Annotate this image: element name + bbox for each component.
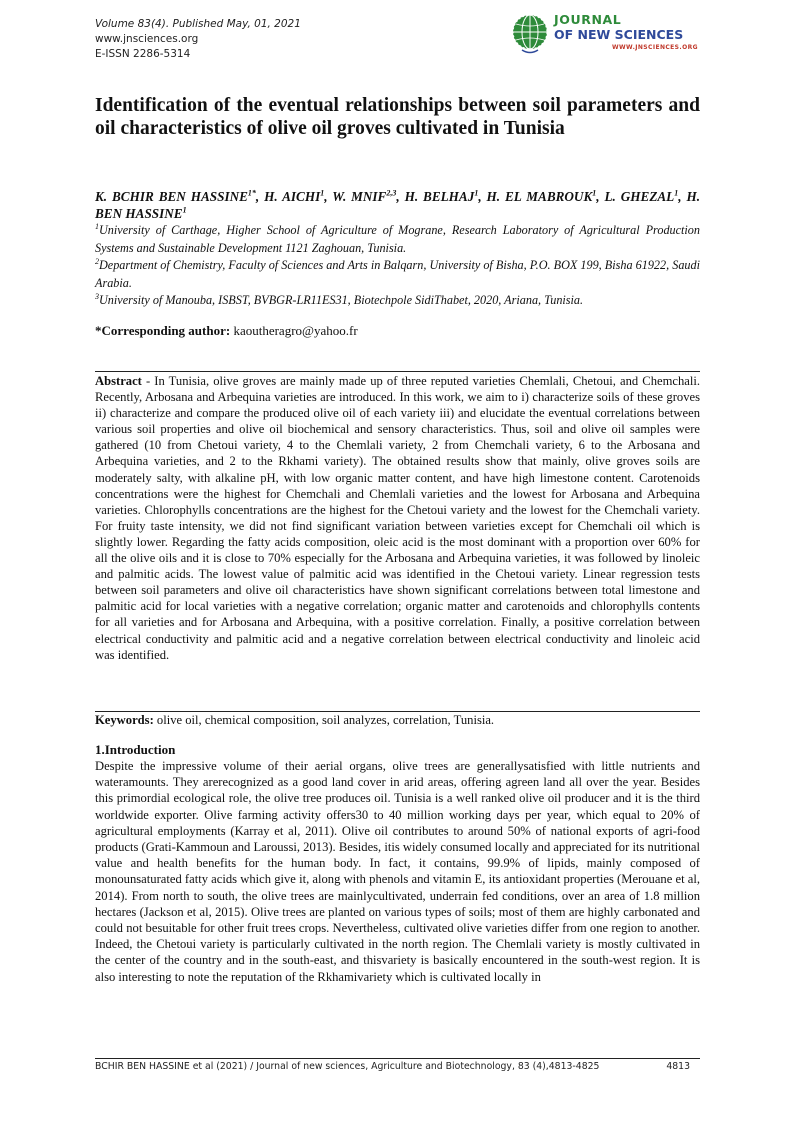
- author-name: L. GHEZAL: [604, 189, 675, 204]
- author-affiliation-marker: 2,3: [386, 188, 397, 198]
- affiliation-text: Department of Chemistry, Faculty of Sciences and Arts in Balqarn, University of Bisha, P.O. BOX 199, Bisha 61922, Saudi Arabia.: [95, 258, 700, 290]
- affiliations: [95, 222, 700, 310]
- page-number: 4813: [666, 1061, 690, 1072]
- affiliation-item: [95, 257, 700, 292]
- corresponding-author: [95, 323, 358, 339]
- logo-text: [554, 12, 698, 51]
- journal-meta: [95, 17, 301, 62]
- affiliation-text: University of Manouba, ISBST, BVBGR-LR11ES31, Biotechpole SidiThabet, 2020, Ariana, Tunisia.: [99, 293, 584, 307]
- corresponding-email[interactable]: kaoutheragro@yahoo.fr: [233, 323, 358, 338]
- keywords-label: Keywords:: [95, 713, 154, 727]
- affiliation-item: [95, 222, 700, 257]
- section-heading-introduction: 1.Introduction: [95, 742, 176, 757]
- author-list: K. BCHIR BEN $HASSINE^{1*}$, H. AICHI$^1$, W. MNIF$^{2,3}$, H. BELHAJ$^1$, H. EL MABROUK$^1$, L. GHEZAL$^1$, H. BEN HASSINE$^1$: [95, 188, 701, 221]
- logo-line-2: OF NEW SCIENCES: [554, 27, 684, 42]
- journal-issn: E-ISSN 2286-5314: [95, 48, 191, 60]
- abstract-label: Abstract: [95, 374, 142, 388]
- author-name: K. BCHIR BEN HASSINE: [95, 189, 248, 204]
- author-affiliation-marker: 1: [674, 188, 679, 198]
- journal-website[interactable]: www.jnsciences.org: [95, 33, 199, 45]
- author-affiliation-marker: 1*: [247, 188, 256, 198]
- affiliation-text: University of Carthage, Higher School of Agriculture of Mograne, Research Laboratory of Agricultural Production Systems and Sustainable Development 1121 Zaghouan, Tunisia.: [95, 223, 700, 255]
- author-affiliation-marker: 1: [474, 188, 479, 198]
- affiliation-item: [95, 292, 700, 310]
- abstract-text: - In Tunisia, olive groves are mainly made up of three reputed varieties Chemlali, Chetoui, and Chemchali. Recently, Arbosana and Arbequina varieties are introduced. In this work, we aim to i) characterize soils of these groves ii) characterize and compare the produced olive oil of each variety iii) and elucidate the eventual correlations between various soil properties and olive oil biochemical and sensory characteristics. Thus, soil and olive oil samples were gathered (10 from Chetoui variety, 4 to the Chemlali variety, 2 from Chemchali variety, 6 to the Arbosana and Arbequina varieties, and 2 to the Rkhami variety). The obtained results show that mainly, olive groves soils are moderately salty, with alkaline pH, with low organic matter content, and have high limestone content. Carotenoids concentrations were the highest for Chemchali and Chemlali varieties and the lowest for Arbosana and Arbequina varieties. Chlorophylls concentrations are the highest for the Chetoui variety and the lowest for the Chemchali variety. For fruity taste intensity, we did not find significant variation between varieties except for Chemchali oil which is slightly lower. Regarding the fatty acids composition, oleic acid is the most dominant with a proportion over 60% for all the olive oils and it is close to 70% especially for the Arbosana and Arbequina varieties, it was followed by linoleic and palmitic acids. The lowest value of palmitic acid was identified in the Chetoui variety. Linear regression tests between soil parameters and olive oil characteristics have shown significant correlations between total limestone and palmitic acid for local varieties with a negative correlation; organic matter and carotenoids and chlorophylls contents for all varieties and for Arbosana and Arbequina, with a positive correlation. Finally, a positive correlation between electrical conductivity and palmitic acid and a negative correlation between electrical conductivity and linoleic acid was identified.: [95, 374, 700, 662]
- volume-info: Volume 83(4). Published May, 01, 2021: [95, 18, 301, 30]
- paper-title: Identification of the eventual relationships between soil parameters and oil characteristics of olive oil groves cultivated in Tunisia: [95, 95, 700, 139]
- author-name: H. BEN HASSINE: [95, 189, 701, 221]
- abstract: [95, 373, 700, 663]
- author-affiliation-marker: 1: [592, 188, 597, 198]
- abstract-top-divider: [95, 371, 700, 372]
- page-footer: [95, 1061, 700, 1072]
- corresponding-label: *Corresponding author:: [95, 323, 231, 338]
- author-name: H. EL MABROUK: [486, 189, 593, 204]
- author-name: W. MNIF: [332, 189, 387, 204]
- author-affiliation-marker: 1: [182, 205, 187, 215]
- footer-citation: BCHIR BEN HASSINE et al (2021) / Journal of new sciences, Agriculture and Biotechnology, 83 (4),4813-4825: [95, 1061, 600, 1072]
- author-name: H. BELHAJ: [404, 189, 475, 204]
- logo-line-1: JOURNAL: [554, 12, 622, 27]
- author-name: H. AICHI: [264, 189, 321, 204]
- introduction-text: Despite the impressive volume of their aerial organs, olive trees are generallysatisfied with little nutrients and wateramounts. They arerecognized as a good land cover in arid areas, offering agreen land all over the year. Besides this primordial ecological role, the olive tree produces oil. Tunisia is a well ranked olive oil producer and it is the third worldwide exporter. Olive farming activity offers30 to 40 million working days per year, which equal to 20% of agricultural employments (Karray et al, 2011). Olive oil contributes to around 50% of national exports of agri-food products (Grati-Kammoun and Laroussi, 2013). Besides, itis widely consumed locally and appreciated for its nutritional value and health benefits for the human body. In fact, it contains, 99.9% of lipids, mainly composed of monounsaturated fatty acids which give it, along with phenols and vitamin E, its antioxidant properties (Merouane et al, 2014). From north to south, the olive trees are mainlycultivated, underrain fed conditions, over an area of 1.8 million hectares (Jackson et al, 2015). Olive trees are planted on various types of soils; most of them are highly carbonated and could not besuitable for other fruit trees crops. Nevertheless, cultivated olive varieties differ from one region to another. Indeed, the Chetoui variety is particularly cultivated in the north region. The Chemlali variety is mostly cultivated in the center of the country and in the south-east, and thisvariety is basically encountered in the south-west region. It is also interesting to note the reputation of the Rkhamivariety which is cultivated locally in: [95, 759, 700, 984]
- affiliation-marker: 1: [95, 221, 99, 231]
- keywords: [95, 712, 700, 728]
- keywords-text: olive oil, chemical composition, soil analyzes, correlation, Tunisia.: [153, 713, 495, 727]
- footer-divider: [95, 1058, 700, 1059]
- logo-url: WWW.JNSCIENCES.ORG: [612, 44, 698, 51]
- author-affiliation-marker: 1: [320, 188, 325, 198]
- affiliation-marker: 2: [95, 256, 99, 266]
- journal-logo: [510, 10, 700, 62]
- globe-icon: [510, 12, 550, 56]
- affiliation-marker: 3: [95, 291, 99, 301]
